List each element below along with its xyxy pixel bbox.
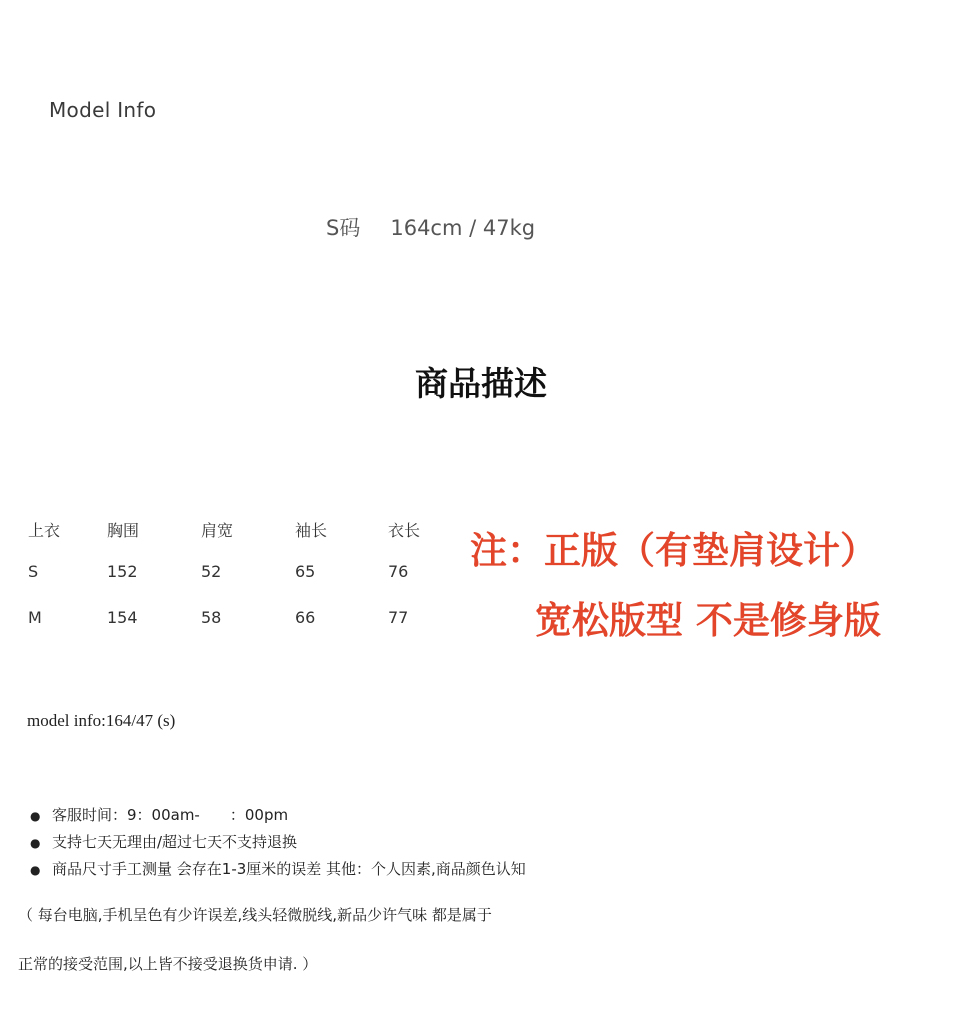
disclaimer-line2: 正常的接受范围,以上皆不接受退换货申请. ）	[18, 955, 318, 973]
list-item-text: 支持七天无理由/超过七天不支持退换	[52, 833, 298, 851]
size-table-header-row	[20, 518, 448, 548]
size-table-cell: M	[28, 607, 42, 627]
fit-note-line1: 注：正版（有垫肩设计）	[470, 529, 877, 572]
model-size-code: S码	[326, 216, 361, 240]
disclaimer-line1: （ 每台电脑,手机呈色有少许误差,线头轻微脱线,新品少许气味 都是属于	[18, 906, 492, 924]
size-table-row	[20, 594, 448, 640]
size-table-cell: 52	[201, 561, 222, 581]
size-table-cell: 154	[107, 607, 138, 627]
service-hours-end: ：00pm	[229, 806, 289, 824]
size-table-header: 衣长	[388, 521, 421, 540]
size-table-row	[20, 548, 448, 594]
size-table-cell: 77	[388, 607, 409, 627]
list-item	[30, 856, 526, 883]
fit-note-line2: 宽松版型 不是修身版	[535, 599, 881, 642]
size-table	[20, 518, 448, 640]
size-table-cell: S	[28, 561, 39, 581]
size-table-cell: 65	[295, 561, 316, 581]
model-size-line	[326, 212, 535, 242]
model-info-line: model info:164/47 (s)	[27, 711, 176, 730]
service-hours-start: 客服时间：9：00am-	[52, 806, 200, 824]
list-item-text: 商品尺寸手工测量 会存在1-3厘米的误差 其他：个人因素,商品颜色认知	[52, 860, 526, 878]
list-item	[30, 829, 526, 856]
bullet-icon: ●	[30, 809, 41, 823]
bullet-icon: ●	[30, 836, 41, 850]
size-table-cell: 76	[388, 561, 409, 581]
size-table-header: 上衣	[28, 521, 61, 540]
size-table-header: 袖长	[295, 521, 328, 540]
model-measurements: 164cm / 47kg	[390, 216, 536, 240]
size-table-cell: 66	[295, 607, 316, 627]
size-table-header: 肩宽	[201, 521, 234, 540]
service-notes-list	[30, 802, 526, 883]
size-table-cell: 58	[201, 607, 222, 627]
list-item	[30, 802, 526, 829]
product-description-title: 商品描述	[415, 364, 547, 403]
size-table-header: 胸围	[107, 521, 140, 540]
bullet-icon: ●	[30, 863, 41, 877]
model-info-title: Model Info	[49, 98, 157, 122]
size-table-cell: 152	[107, 561, 138, 581]
